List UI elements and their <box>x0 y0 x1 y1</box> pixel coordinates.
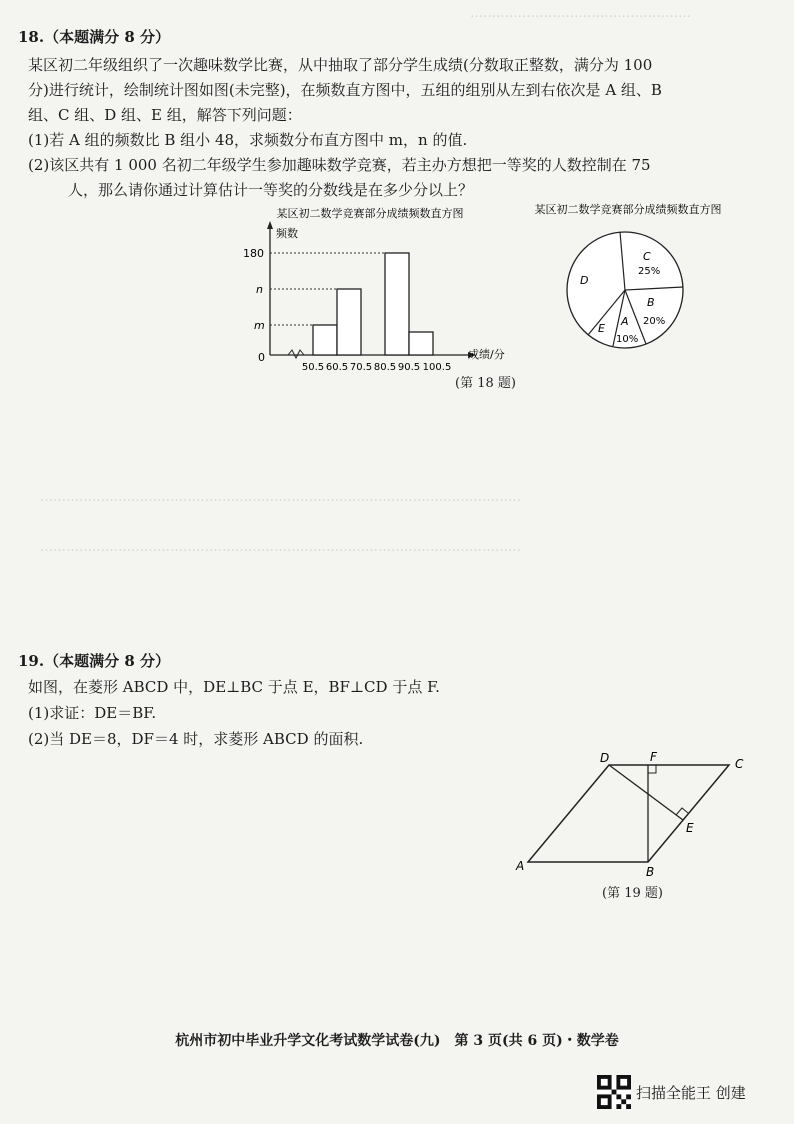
q19-line1: 如图，在菱形 ABCD 中，DE⊥BC 于点 E，BF⊥CD 于点 F. <box>28 678 440 696</box>
pie-label-b: B <box>647 296 655 309</box>
q18-part1: (1)若 A 组的频数比 B 组小 48，求频数分布直方图中 m，n 的值. <box>28 131 468 149</box>
q18-part2-line2: 人，那么请你通过计算估计一等奖的分数线是在多少分以上？ <box>68 181 474 199</box>
q19-caption: (第 19 题) <box>602 886 663 901</box>
right-angle-e <box>676 808 688 815</box>
q18-line1: 某区初二年级组织了一次趣味数学比赛，从中抽取了部分学生成绩(分数取正整数，满分为 100 <box>28 56 653 74</box>
bar-d <box>385 253 409 355</box>
q18-line2: 分)进行统计，绘制统计图如图(未完整)，在频数直方图中，五组的组别从左到右依次是 A 组、B <box>28 81 662 99</box>
pie-title: 某区初二数学竞赛部分成绩频数直方图 <box>534 203 722 216</box>
pie-label-a: A <box>621 315 629 328</box>
bar-b <box>337 289 361 355</box>
pie-pct-c: 25% <box>638 266 661 277</box>
histogram-ytick-n: n <box>256 283 263 296</box>
q18-part2-line1: (2)该区共有 1 000 名初二年级学生参加趣味数学竞赛，若主办方想把一等奖的人数控制在 75 <box>28 156 651 174</box>
histogram-y-label: 频数 <box>276 227 298 240</box>
bleed-through-text: ………………………………………………………………………………………………… <box>40 540 521 555</box>
bar-a <box>313 325 337 355</box>
q19-part1: (1)求证：DE＝BF. <box>28 704 157 722</box>
x-tick-label: 90.5 <box>397 362 421 373</box>
rhombus-diagram <box>510 748 760 878</box>
pie-chart <box>510 200 750 360</box>
histogram-axis-break <box>288 350 304 358</box>
point-label-f: F <box>650 750 657 764</box>
qr-code-icon <box>597 1075 631 1109</box>
x-tick-label: 100.5 <box>422 362 452 373</box>
histogram-y-arrow <box>267 221 273 229</box>
x-tick-label: 80.5 <box>373 362 397 373</box>
x-tick-label: 60.5 <box>325 362 349 373</box>
pie-pct-b: 20% <box>643 316 666 327</box>
page-footer: 杭州市初中毕业升学文化考试数学试卷(九) 第 3 页(共 6 页)・数学卷 <box>175 1033 619 1049</box>
q19-points: （本题满分 8 分） <box>44 652 170 670</box>
q18-line3: 组、C 组、D 组、E 组，解答下列问题： <box>28 106 302 124</box>
pie-label-e: E <box>598 322 605 335</box>
q18-header <box>18 26 170 48</box>
vertex-label-b: B <box>646 865 655 878</box>
histogram-ytick-180: 180 <box>243 247 264 260</box>
vertex-label-c: C <box>735 757 744 771</box>
pie-pct-a: 10% <box>616 334 639 345</box>
histogram-origin: 0 <box>258 351 265 364</box>
histogram-ytick-m: m <box>254 319 265 332</box>
bar-e <box>409 332 433 355</box>
histogram-title: 某区初二数学竞赛部分成绩频数直方图 <box>276 207 464 220</box>
bleed-through-text: …………………………………………… <box>470 6 691 21</box>
q18-number: 18. <box>18 28 45 46</box>
pie-label-c: C <box>643 250 651 263</box>
right-angle-f <box>648 765 656 773</box>
q18-points: （本题满分 8 分） <box>44 28 170 46</box>
pie-label-d: D <box>580 274 589 287</box>
q19-part2: (2)当 DE＝8，DF＝4 时，求菱形 ABCD 的面积. <box>28 730 364 748</box>
q19-number: 19. <box>18 652 45 670</box>
x-tick-label: 50.5 <box>301 362 325 373</box>
vertex-label-a: A <box>516 859 525 873</box>
histogram-x-label: 成绩/分 <box>468 348 505 361</box>
bleed-through-text: ………………………………………………………………………………………………… <box>40 490 521 505</box>
q18-caption: (第 18 题) <box>455 376 516 391</box>
q19-header <box>18 650 170 672</box>
scanner-brand: 扫描全能王 创建 <box>636 1084 746 1102</box>
point-label-e: E <box>686 821 694 835</box>
vertex-label-d: D <box>600 751 610 765</box>
segment-de <box>609 765 683 820</box>
x-tick-label: 70.5 <box>349 362 373 373</box>
frequency-histogram <box>240 205 520 375</box>
